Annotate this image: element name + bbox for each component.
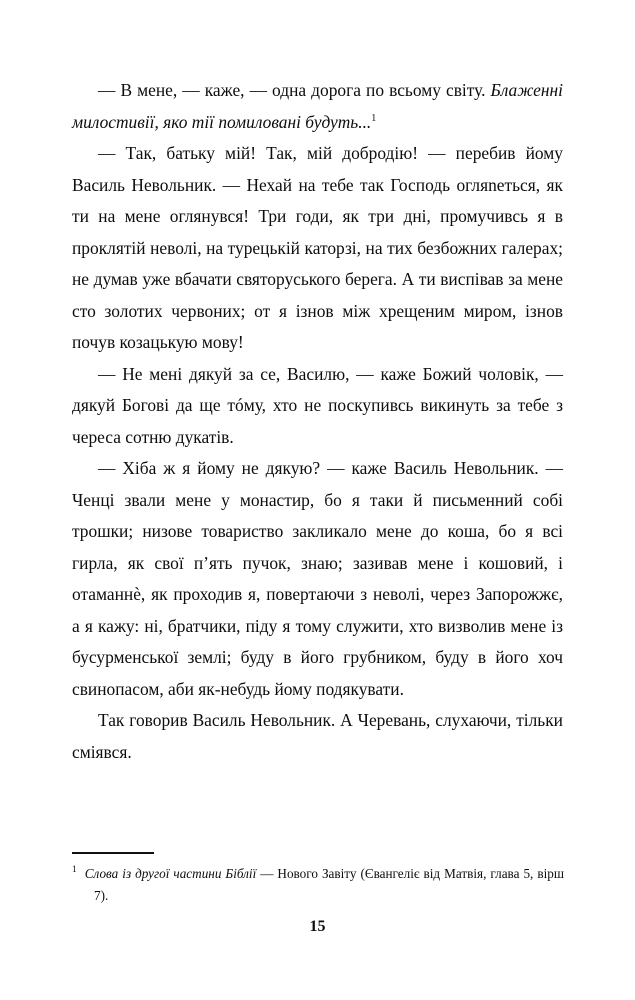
footnote-body: — Нового Завіту (Євангеліє від Матвія, глава 5, вірш 7). bbox=[94, 865, 564, 903]
footnote-area bbox=[72, 852, 564, 907]
paragraph-1-run-1: — В мене, — каже, — одна дорога по всьому світу. bbox=[98, 80, 491, 100]
footnote-separator-rule bbox=[72, 852, 154, 854]
page-number: 15 bbox=[309, 918, 326, 935]
paragraph-3 bbox=[72, 359, 563, 454]
page-body bbox=[72, 75, 563, 768]
footnote-marker: 1 bbox=[72, 865, 77, 876]
footnote-1 bbox=[72, 863, 564, 907]
paragraph-1 bbox=[72, 75, 563, 138]
footnote-source-title: Слова із другої частини Біблії bbox=[84, 865, 257, 881]
paragraph-3-text: — Не мені дякуй за се, Василю, — каже Божий чоловік, — дякуй Богові да ще тóму, хто не поскупивсь викинуть за тебе з череса сотню дукатів. bbox=[72, 363, 563, 447]
paragraph-5 bbox=[72, 705, 563, 768]
paragraph-4-text: — Хіба ж я йому не дякую? — каже Василь Невольник. — Ченці звали мене у монастир, бо я таки й письменний собі трошки; низове товариство закликало мене до коша, бо я всі гирла, як свої п’ять пучок, знаю; зазивав мене і кошовий, і отаманнѐ, як проходив я, повертаючи з неволі, через Запорожжє, а я кажу: ні, братчики, піду я тому служити, хто визволив мене із бусурменської землі; буду в його грубником, буду в його хоч свинопасом, аби як-небудь йому подякувати. bbox=[72, 458, 563, 699]
paragraph-2-text: — Так, батьку мій! Так, мій добродію! — перебив йому Василь Невольник. — Нехай на тебе так Господь огляneться, як ти на мене оглянувся! Три годи, як три дні, промучивсь я в проклятій неволі, на турецькій каторзі, на тих безбожних галерах; не думав уже вбачати святоруського берега. А ти виспівав за мене сто золотих червоних; от я ізнов між хрещеним миром, ізнов почув козацькую мову! bbox=[72, 143, 563, 352]
paragraph-1-run-ellipsis: ... bbox=[358, 111, 372, 132]
paragraph-5-text: Так говорив Василь Невольник. А Черевань, слухаючи, тільки сміявся. bbox=[72, 710, 563, 762]
paragraph-4 bbox=[72, 453, 563, 705]
paragraph-2 bbox=[72, 138, 563, 359]
footnote-reference-1[interactable]: 1 bbox=[371, 112, 377, 124]
paragraph-1-run-italic: Блаженні милостивії, яко тії помиловані будуть bbox=[72, 80, 563, 132]
